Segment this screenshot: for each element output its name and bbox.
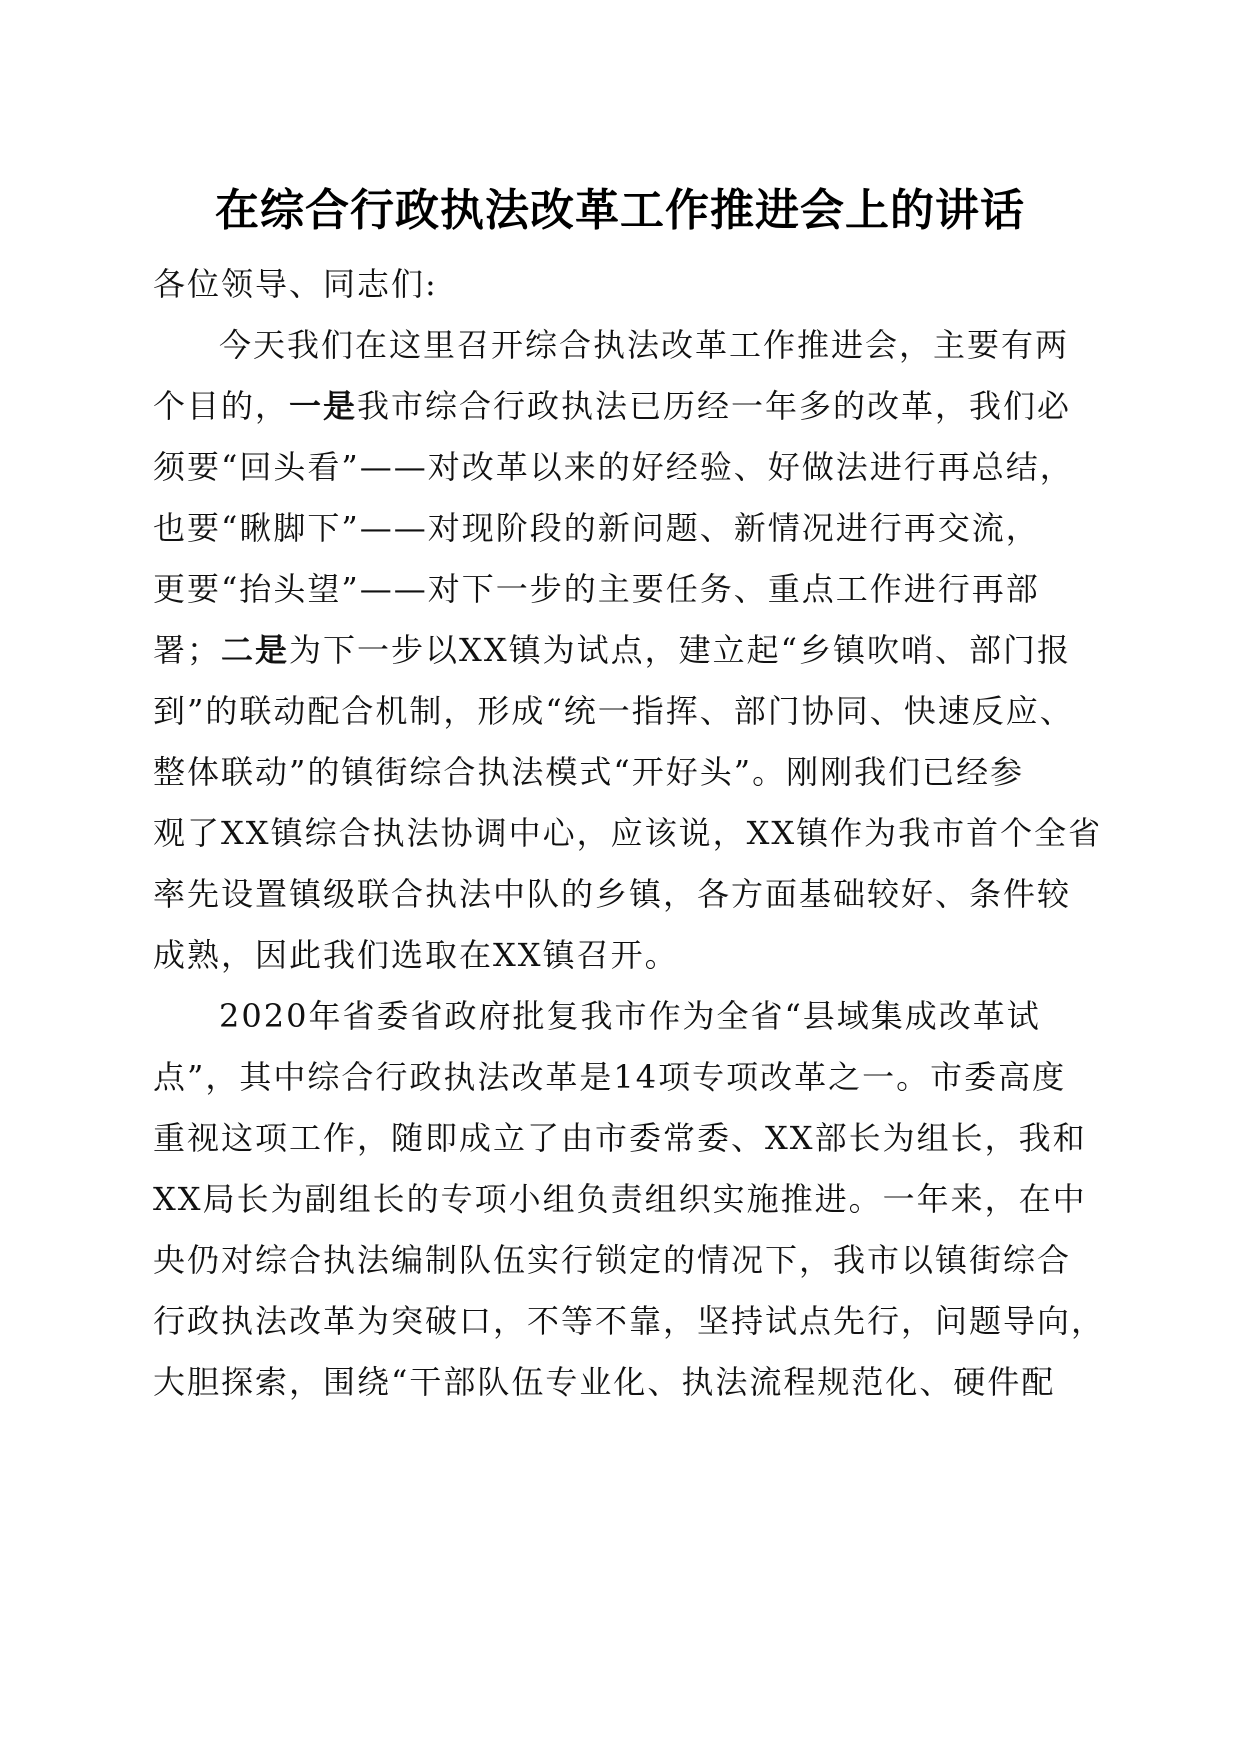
paragraph-line: 今天我们在这里召开综合执法改革工作推进会，主要有两 xyxy=(219,326,1070,364)
paragraph-line: 央仍对综合执法编制队伍实行锁定的情况下，我市以镇街综合 xyxy=(153,1241,1072,1279)
paragraph-line: 观了XX镇综合执法协调中心，应该说，XX镇作为我市首个全省 xyxy=(153,814,1103,852)
paragraph-line: 重视这项工作，随即成立了由市委常委、XX部长为组长，我和 xyxy=(153,1119,1087,1157)
paragraph-line: 须要“回头看”——对改革以来的好经验、好做法进行再总结， xyxy=(153,448,1074,486)
paragraph-2 xyxy=(153,986,1106,1413)
paragraph-line: 率先设置镇级联合执法中队的乡镇，各方面基础较好、条件较 xyxy=(153,875,1072,913)
paragraph-line: 到”的联动配合机制，形成“统一指挥、部门协同、快速反应、 xyxy=(153,692,1074,730)
paragraph-line xyxy=(153,620,1071,681)
paragraph-line: 也要“瞅脚下”——对现阶段的新问题、新情况进行再交流， xyxy=(153,509,1040,547)
paragraph-line: 整体联动”的镇街综合执法模式“开好头”。刚刚我们已经参 xyxy=(153,753,1025,791)
emphasis-second: 二是 xyxy=(221,631,290,669)
paragraph-line: 点”，其中综合行政执法改革是14项专项改革之一。市委高度 xyxy=(153,1058,1067,1096)
paragraph-line: 行政执法改革为突破口，不等不靠，坚持试点先行，问题导向， xyxy=(153,1302,1106,1340)
paragraph-line: 更要“抬头望”——对下一步的主要任务、重点工作进行再部 xyxy=(153,570,1040,608)
salutation: 各位领导、同志们: xyxy=(153,265,438,303)
paragraph-text-segment: 我市综合行政执法已历经一年多的改革，我们必 xyxy=(357,387,1072,425)
paragraph-line xyxy=(153,376,1072,437)
paragraph-text-segment: 个目的， xyxy=(153,387,290,425)
paragraph-text-segment: 署； xyxy=(153,631,222,669)
paragraph-line: 大胆探索，围绕“干部队伍专业化、执法流程规范化、硬件配 xyxy=(153,1363,1056,1401)
paragraph-line: 成熟，因此我们选取在XX镇召开。 xyxy=(153,936,679,974)
document-body xyxy=(153,254,1106,1413)
emphasis-first: 一是 xyxy=(289,387,358,425)
document-title: 在综合行政执法改革工作推进会上的讲话 xyxy=(215,185,1025,236)
paragraph-1 xyxy=(153,315,1103,986)
paragraph-line: 2020年省委省政府批复我市作为全省“县域集成改革试 xyxy=(219,997,1041,1035)
paragraph-text-segment: 为下一步以XX镇为试点，建立起“乡镇吹哨、部门报 xyxy=(289,631,1071,669)
paragraph-line: XX局长为副组长的专项小组负责组织实施推进。一年来，在中 xyxy=(153,1180,1087,1218)
